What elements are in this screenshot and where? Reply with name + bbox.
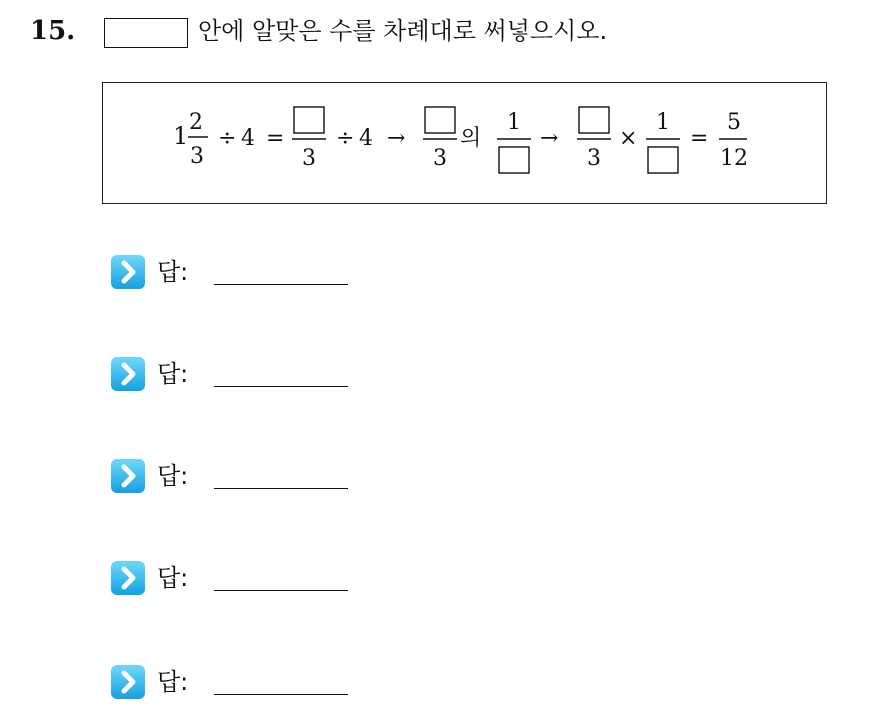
chevron-right-icon xyxy=(110,664,146,700)
divisor-2: 4 xyxy=(359,126,373,151)
result-numerator: 5 xyxy=(727,110,741,135)
blank-numerator-1[interactable] xyxy=(294,107,324,133)
times-sign: × xyxy=(619,126,638,151)
blank-numerator-3[interactable] xyxy=(579,107,609,133)
answer-blank-2[interactable] xyxy=(214,386,348,387)
particle-ui: 의 xyxy=(460,126,482,151)
equals-2: = xyxy=(690,126,709,151)
chevron-right-icon xyxy=(110,560,146,596)
answer-label: 답: xyxy=(157,462,189,490)
frac5-denominator: 3 xyxy=(587,146,601,171)
chevron-right-icon xyxy=(110,458,146,494)
answer-row xyxy=(110,560,410,600)
question-number: 15. xyxy=(30,16,76,46)
arrow-1: → xyxy=(387,126,406,151)
answer-row xyxy=(110,254,410,294)
frac6-numerator: 1 xyxy=(656,110,670,135)
answer-label: 답: xyxy=(157,564,189,592)
answer-row xyxy=(110,356,410,396)
frac4-numerator: 1 xyxy=(507,110,521,135)
frac2-denominator: 3 xyxy=(302,146,316,171)
question-instruction: 안에 알맞은 수를 차례대로 써넣으시오. xyxy=(198,17,608,45)
blank-numerator-2[interactable] xyxy=(425,107,455,133)
answer-row xyxy=(110,458,410,498)
divisor-1: 4 xyxy=(241,126,255,151)
arrow-2: → xyxy=(540,126,559,151)
frac1-numerator: 2 xyxy=(189,110,203,135)
answer-blank-4[interactable] xyxy=(214,590,348,591)
frac1-denominator: 3 xyxy=(190,144,204,169)
answer-blank-3[interactable] xyxy=(214,488,348,489)
div-sign-2: ÷ xyxy=(336,126,355,151)
blank-denominator-1[interactable] xyxy=(499,147,529,173)
answer-label: 답: xyxy=(157,668,189,696)
answer-row xyxy=(110,664,410,704)
result-denominator: 12 xyxy=(720,146,748,171)
formula-box xyxy=(102,82,827,204)
mixed-whole: 1 xyxy=(173,122,189,150)
chevron-right-icon xyxy=(110,254,146,290)
frac3-denominator: 3 xyxy=(433,146,447,171)
answer-label: 답: xyxy=(157,360,189,388)
answer-label: 답: xyxy=(157,258,189,286)
equals-1: = xyxy=(266,126,285,151)
answer-blank-5[interactable] xyxy=(214,694,348,695)
blank-denominator-2[interactable] xyxy=(648,147,678,173)
chevron-right-icon xyxy=(110,356,146,392)
formula-svg xyxy=(103,83,828,205)
answer-blank-1[interactable] xyxy=(214,284,348,285)
div-sign-1: ÷ xyxy=(218,126,237,151)
blank-box-symbol xyxy=(104,18,188,48)
